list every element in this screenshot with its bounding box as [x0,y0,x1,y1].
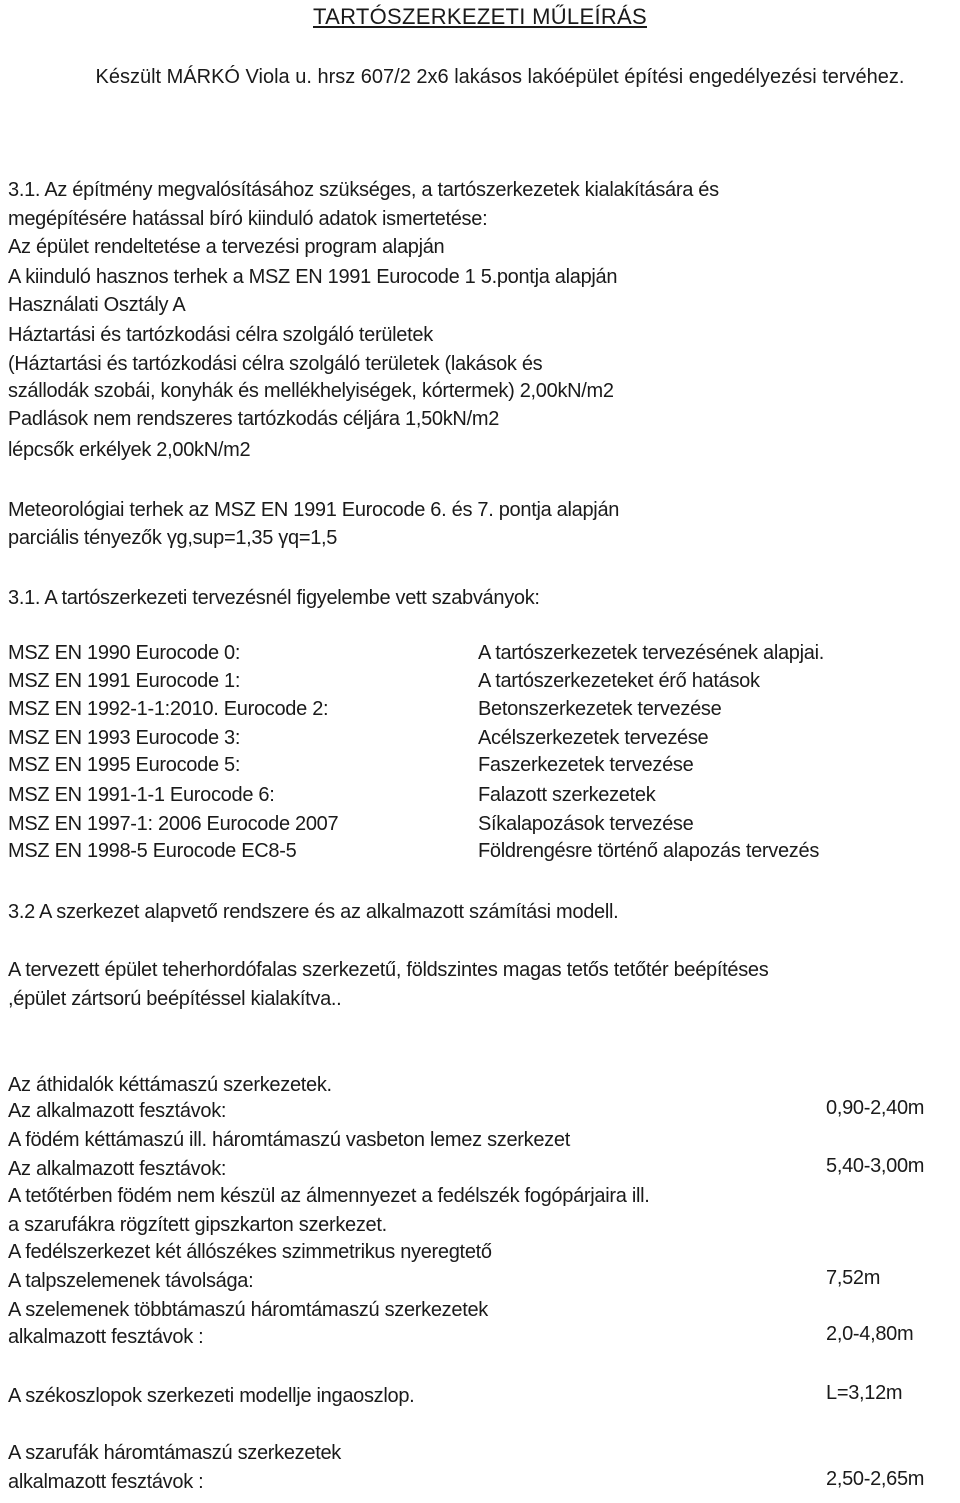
text-line: Az alkalmazott fesztávok: [8,1100,227,1122]
text-line: A tervezett épület teherhordófalas szerkezetű, földszintes magas tetős tetőtér beépítéses [8,959,769,981]
span-value: L=3,12m [826,1382,903,1404]
text-line: Háztartási és tartózkodási célra szolgáló területek [8,324,433,346]
text-line: megépítésére hatással bíró kiinduló adatok ismertetése: [8,208,488,230]
text-line: A talpszelemenek távolsága: [8,1270,254,1292]
text-line: Használati Osztály A [8,294,186,316]
standard-code: MSZ EN 1997-1: 2006 Eurocode 2007 [8,813,339,835]
document-title: TARTÓSZERKEZETI MŰLEÍRÁS [313,4,647,29]
text-line: A szelemenek többtámaszú háromtámaszú szerkezetek [8,1299,488,1321]
text-line: Meteorológiai terhek az MSZ EN 1991 Eurocode 6. és 7. pontja alapján [8,499,620,521]
standard-desc: Síkalapozások tervezése [478,813,694,835]
section-heading: 3.2 A szerkezet alapvető rendszere és az alkalmazott számítási modell. [8,901,619,923]
span-value: 7,52m [826,1267,881,1289]
text-line: (Háztartási és tartózkodási célra szolgáló területek (lakások és [8,353,543,375]
text-line: A szarufák háromtámaszú szerkezetek [8,1442,341,1464]
text-line: A kiinduló hasznos terhek a MSZ EN 1991 Eurocode 1 5.pontja alapján [8,266,618,288]
standard-desc: Faszerkezetek tervezése [478,754,694,776]
section-heading: 3.1. A tartószerkezeti tervezésnél figyelembe vett szabványok: [8,587,540,609]
standard-code: MSZ EN 1993 Eurocode 3: [8,727,241,749]
text-line: Padlások nem rendszeres tartózkodás céljára 1,50kN/m2 [8,408,500,430]
text-line: szállodák szobái, konyhák és mellékhelyiségek, kórtermek) 2,00kN/m2 [8,380,614,402]
standard-desc: Falazott szerkezetek [478,784,656,806]
text-line: Az épület rendeltetése a tervezési program alapján [8,236,445,258]
text-line: A tetőtérben födém nem készül az álmennyezet a fedélszék fogópárjaira ill. [8,1185,650,1207]
standard-code: MSZ EN 1990 Eurocode 0: [8,642,241,664]
standard-code: MSZ EN 1995 Eurocode 5: [8,754,241,776]
text-line: a szarufákra rögzített gipszkarton szerkezet. [8,1214,387,1236]
text-line: parciális tényezők γg,sup=1,35 γq=1,5 [8,527,338,549]
span-value: 2,50-2,65m [826,1468,925,1490]
standard-desc: Betonszerkezetek tervezése [478,698,722,720]
text-line: ,épület zártsorú beépítéssel kialakítva.. [8,988,342,1010]
text-line: 3.1. Az építmény megvalósításához szükséges, a tartószerkezetek kialakítására és [8,179,719,201]
text-line: A födém kéttámaszú ill. háromtámaszú vasbeton lemez szerkezet [8,1129,570,1151]
text-line: alkalmazott fesztávok : [8,1326,204,1348]
standard-desc: Acélszerkezetek tervezése [478,727,709,749]
text-line: alkalmazott fesztávok : [8,1471,204,1493]
standard-desc: Földrengésre történő alapozás tervezés [478,840,820,862]
text-line: Az áthidalók kéttámaszú szerkezetek. [8,1074,332,1096]
span-value: 5,40-3,00m [826,1155,925,1177]
text-line: A székoszlopok szerkezeti modellje ingaoszlop. [8,1385,415,1407]
span-value: 2,0-4,80m [826,1323,914,1345]
span-value: 0,90-2,40m [826,1097,925,1119]
document-subtitle: Készült MÁRKÓ Viola u. hrsz 607/2 2x6 lakásos lakóépület építési engedélyezési tervéhez. [95,66,905,88]
standard-desc: A tartószerkezeteket érő hatások [478,670,760,692]
standard-code: MSZ EN 1992-1-1:2010. Eurocode 2: [8,698,329,720]
standard-code: MSZ EN 1991 Eurocode 1: [8,670,241,692]
text-line: lépcsők erkélyek 2,00kN/m2 [8,439,251,461]
standard-code: MSZ EN 1998-5 Eurocode EC8-5 [8,840,297,862]
text-line: Az alkalmazott fesztávok: [8,1158,227,1180]
standard-desc: A tartószerkezetek tervezésének alapjai. [478,642,824,664]
standard-code: MSZ EN 1991-1-1 Eurocode 6: [8,784,275,806]
text-line: A fedélszerkezet két állószékes szimmetrikus nyeregtető [8,1241,492,1263]
